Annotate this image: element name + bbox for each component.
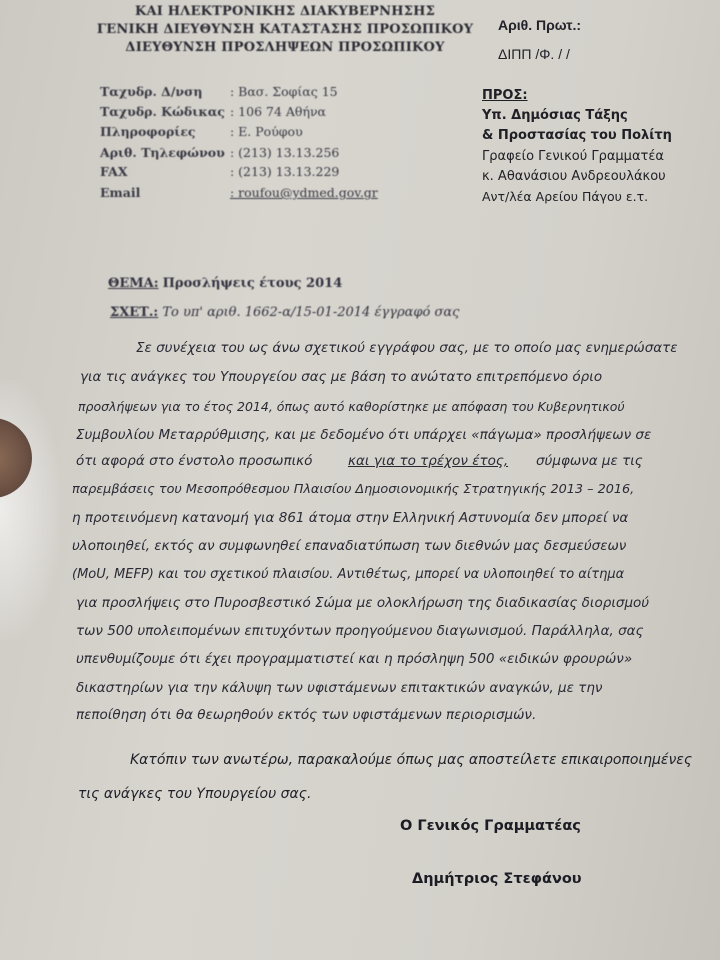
contact-key: Email (100, 185, 141, 200)
contact-row (100, 185, 378, 200)
recipient-line-2: & Προστασίας του Πολίτη (482, 128, 672, 143)
body-line: σύμφωνα με τις (536, 453, 643, 469)
header-line-1: ΚΑΙ ΗΛΕΚΤΡΟΝΙΚΗΣ ΔΙΑΚΥΒΕΡΝΗΣΗΣ (135, 4, 435, 19)
contact-key: Ταχυδρ. Κώδικας (100, 104, 225, 119)
contact-key: FAX (100, 164, 128, 179)
recipient-line-1: Υπ. Δημόσιας Τάξης (482, 108, 628, 123)
contact-value: : 106 74 Αθήνα (230, 104, 326, 119)
protocol-value: ΔΙΠΠ /Φ. / / (498, 46, 570, 62)
subject-text: Προσλήψεις έτους 2014 (162, 276, 343, 291)
closing-line: τις ανάγκες του Υπουργείου σας. (78, 786, 312, 802)
reference-key: ΣΧΕΤ.: (110, 305, 159, 320)
body-line: των 500 υπολειπομένων επιτυχόντων προηγούμενου διαγωνισμού. Παράλληλα, σας (76, 623, 644, 639)
contact-row (100, 164, 339, 179)
closing-line: Κατόπιν των ανωτέρω, παρακαλούμε όπως μας αποστείλετε επικαιροποιημένες (130, 752, 693, 768)
contact-value: : Βασ. Σοφίας 15 (230, 84, 338, 99)
body-line: δικαστηρίων για την κάλυψη των υφιστάμενων επιτακτικών αναγκών, με την (76, 680, 603, 696)
contact-row (100, 104, 326, 119)
header-line-3: ΔΙΕΥΘΥΝΣΗ ΠΡΟΣΛΗΨΕΩΝ ΠΡΟΣΩΠΙΚΟΥ (125, 40, 445, 55)
reference-line (110, 305, 459, 320)
contact-value: : (213) 13.13.256 (230, 145, 340, 160)
subject-line (108, 276, 342, 291)
body-line: πεποίθηση ότι θα θεωρηθούν εκτός των υφιστάμενων περιορισμών. (76, 707, 537, 723)
subject-key: ΘΕΜΑ: (108, 276, 159, 291)
contact-key: Ταχυδρ. Δ/νση (100, 84, 203, 99)
header-line-2: ΓΕΝΙΚΗ ΔΙΕΥΘΥΝΣΗ ΚΑΤΑΣΤΑΣΗΣ ΠΡΟΣΩΠΙΚΟΥ (96, 22, 474, 37)
contact-value: : (213) 13.13.229 (230, 164, 340, 179)
recipient-title: ΠΡΟΣ: (482, 88, 528, 103)
body-line: για τις ανάγκες του Υπουργείου σας με βάση το ανώτατο επιτρεπόμενο όριο (80, 369, 603, 385)
body-line: η προτεινόμενη κατανομή για 861 άτομα στην Ελληνική Αστυνομία δεν μπορεί να (72, 510, 629, 526)
contact-row (100, 84, 338, 99)
signature-role: Ο Γενικός Γραμματέας (400, 818, 581, 834)
body-line: προσλήψεων για το έτος 2014, όπως αυτό καθορίστηκε με απόφαση του Κυβερνητικού (78, 399, 625, 414)
underlined-phrase: και για το τρέχον έτος, (348, 453, 509, 469)
body-line: για προσλήψεις στο Πυροσβεστικό Σώμα με ολοκλήρωση της διαδικασίας διορισμού (76, 595, 650, 611)
glare (0, 380, 60, 640)
contact-row (100, 145, 339, 160)
body-line: (MoU, MEFP) και του σχετικού πλαισίου. Αντιθέτως, μπορεί να υλοποιηθεί το αίτημα (72, 567, 625, 582)
body-line: ότι αφορά στο ένστολο προσωπικό (76, 453, 313, 469)
contact-row (100, 124, 303, 139)
body-line: παρεμβάσεις του Μεσοπρόθεσμου Πλαισίου Δημοσιονομικής Στρατηγικής 2013 – 2016, (72, 482, 635, 497)
contact-key: Πληροφορίες (100, 124, 196, 139)
recipient-line-4: κ. Αθανάσιου Ανδρεουλάκου (482, 169, 666, 184)
recipient-line-3: Γραφείο Γενικού Γραμματέα (482, 149, 664, 164)
body-line: υπενθυμίζουμε ότι έχει προγραμματιστεί και η πρόσληψη 500 «ειδικών φρουρών» (76, 651, 633, 667)
contact-value: : Ε. Ρούφου (230, 124, 303, 139)
contact-key: Αριθ. Τηλεφώνου (100, 145, 225, 160)
signature-name: Δημήτριος Στεφάνου (412, 871, 582, 887)
body-line: Συμβουλίου Μεταρρύθμισης, και με δεδομένο ότι υπάρχει «πάγωμα» προσλήψεων σε (76, 427, 652, 443)
reference-text: Το υπ' αριθ. 1662-α/15-01-2014 έγγραφό σας (162, 305, 460, 320)
body-line: υλοποιηθεί, εκτός αν συμφωνηθεί επαναδιατύπωση των διεθνών μας δεσμεύσεων (72, 538, 627, 554)
body-line: Σε συνέχεια του ως άνω σχετικού εγγράφου σας, με το οποίο μας ενημερώσατε (136, 340, 678, 356)
recipient-line-5: Αντ/λέα Αρείου Πάγου ε.τ. (482, 189, 649, 204)
email-link: : roufou@ydmed.gov.gr (230, 185, 378, 200)
protocol-label: Αριθ. Πρωτ.: (498, 17, 582, 33)
